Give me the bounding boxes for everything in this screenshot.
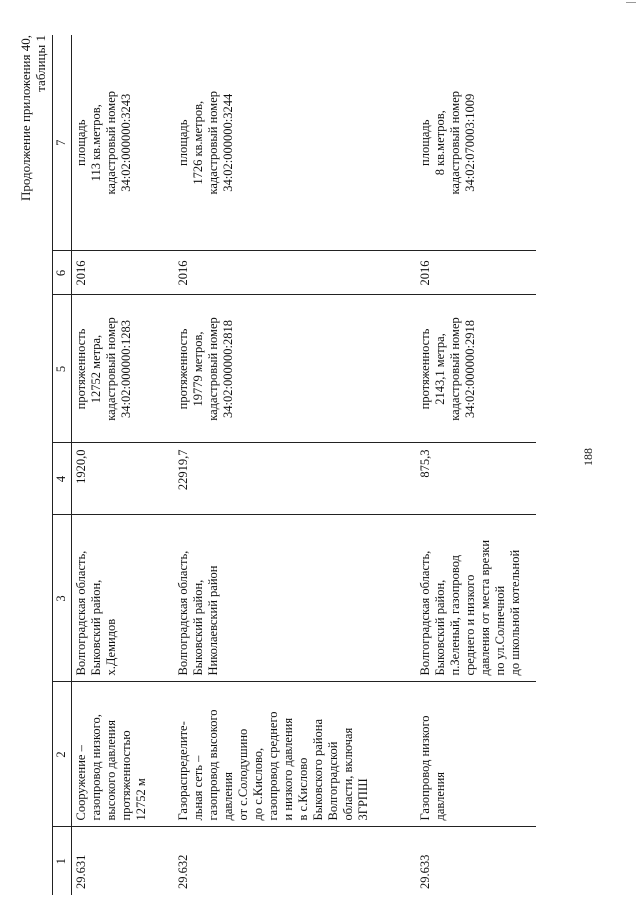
- caption-line-2: таблицы 1: [33, 35, 48, 92]
- land-plot-info: площадь 113 кв.метров, кадастровый номер 34:02:000000:3243: [72, 35, 174, 251]
- object-address: Волгоградская область, Быковский район, Николаевский район: [174, 515, 416, 682]
- table-row: [174, 35, 416, 895]
- header-col-2: 2: [53, 682, 72, 827]
- object-cost: 875,3: [416, 443, 536, 515]
- object-year: 2016: [416, 251, 536, 295]
- header-col-5: 5: [53, 295, 72, 443]
- object-address: Волгоградская область, Быковский район, х.Демидов: [72, 515, 174, 682]
- page-number: 188: [581, 448, 595, 466]
- table-caption: [18, 35, 48, 275]
- header-col-3: 3: [53, 515, 72, 682]
- header-col-1: 1: [53, 827, 72, 895]
- object-characteristics: протяженность 19779 метров, кадастровый номер 34:02:000000:2818: [174, 295, 416, 443]
- header-col-7: 7: [53, 35, 72, 251]
- object-year: 2016: [174, 251, 416, 295]
- appendix-table: [52, 35, 536, 895]
- object-cost: 1920,0: [72, 443, 174, 515]
- caption-line-1: Продолжение приложения 40,: [18, 35, 33, 202]
- land-plot-info: площадь 1726 кв.метров, кадастровый номер 34:02:000000:3244: [174, 35, 416, 251]
- header-col-4: 4: [53, 443, 72, 515]
- object-name: Газопровод низкого давления: [416, 682, 536, 827]
- table-row: [416, 35, 536, 895]
- row-number: 29.631: [74, 854, 88, 889]
- object-address: Волгоградская область, Быковский район, п.Зеленый, газопровод среднего и низкого давления от места врезки по ул.Солнечной до школьной котельной: [416, 515, 536, 682]
- table-row: [72, 35, 174, 895]
- object-name: Сооружение – газопровод низкого, высокого давления протяженностью 12752 м: [72, 682, 174, 827]
- object-characteristics: протяженность 2143,1 метра, кадастровый номер 34:02:000000:2918: [416, 295, 536, 443]
- object-year: 2016: [72, 251, 174, 295]
- header-col-6: 6: [53, 251, 72, 295]
- row-number: 29.633: [417, 854, 432, 889]
- corner-mark: [626, 2, 636, 9]
- rotated-content: [10, 35, 630, 895]
- object-name: Газораспределите- льная сеть – газопровод высокого давления от с.Солодушино до с.Кислово, газопровод среднего и низкого давления в с.Кислово Быковского района Волгоградской области, включая 3ГРПШ: [174, 682, 416, 827]
- land-plot-info: площадь 8 кв.метров, кадастровый номер 34:02:070003:1009: [416, 35, 536, 251]
- object-cost: 22919,7: [174, 443, 416, 515]
- row-number: 29.632: [175, 854, 190, 889]
- table-header-row: [53, 35, 72, 895]
- object-characteristics: протяженность 12752 метра, кадастровый номер 34:02:000000:1283: [72, 295, 174, 443]
